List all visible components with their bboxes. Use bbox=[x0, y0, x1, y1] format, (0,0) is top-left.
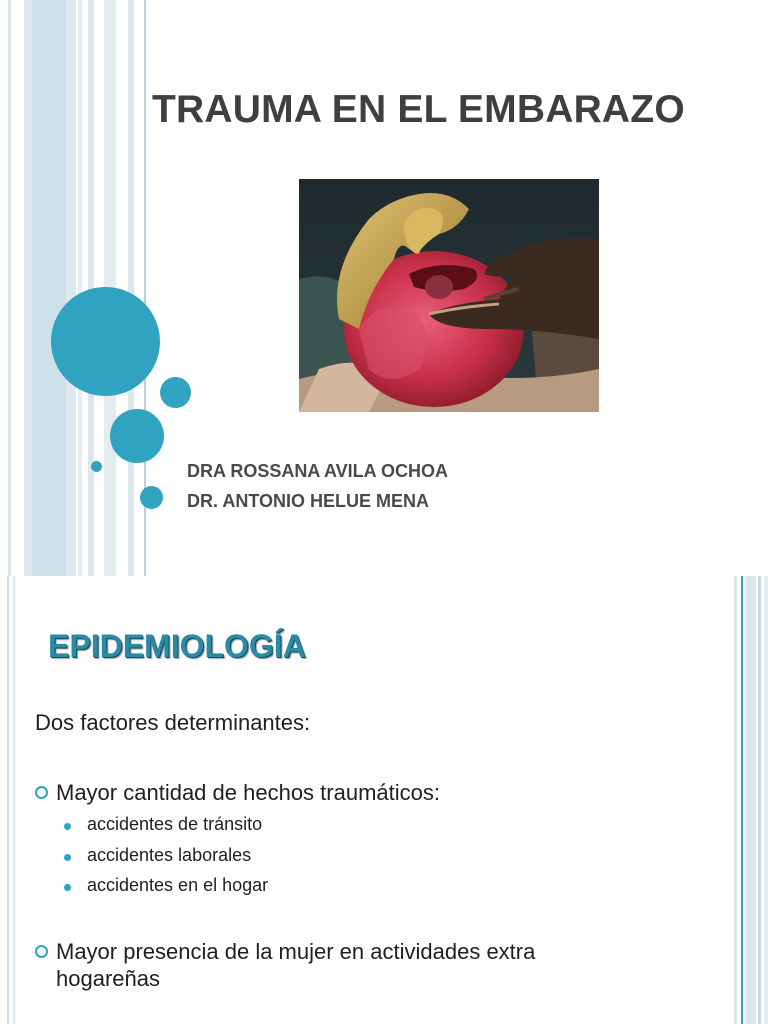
decor-stripe bbox=[764, 576, 768, 1024]
decor-stripe bbox=[7, 576, 9, 1024]
decor-stripe bbox=[758, 576, 761, 1024]
decor-stripe bbox=[128, 0, 134, 576]
decor-stripe bbox=[78, 0, 82, 576]
surgery-photo-icon bbox=[299, 179, 599, 412]
sub-bullet-item: accidentes laborales bbox=[87, 845, 252, 865]
decor-circle-large bbox=[51, 287, 160, 396]
decor-circle bbox=[160, 377, 191, 408]
sub-bullet-item: accidentes en el hogar bbox=[87, 875, 269, 895]
epidemiology-slide bbox=[0, 576, 768, 1024]
bullet-item: Mayor cantidad de hechos traumáticos: bbox=[56, 780, 440, 805]
author-2: DR. ANTONIO HELUE MENA bbox=[187, 491, 430, 511]
decor-stripe bbox=[734, 576, 737, 1024]
slide-heading: EPIDEMIOLOGÍA bbox=[48, 628, 306, 664]
decor-stripe bbox=[746, 576, 756, 1024]
decor-circle bbox=[140, 486, 163, 509]
surgery-photo bbox=[299, 179, 599, 412]
decor-stripe bbox=[32, 0, 66, 576]
decor-stripe bbox=[8, 0, 11, 576]
bullet-item: Mayor presencia de la mujer en actividades extra hogareñas bbox=[56, 939, 536, 991]
author-1: DRA ROSSANA AVILA OCHOA bbox=[187, 461, 448, 481]
decor-circle-small bbox=[91, 461, 102, 472]
decor-stripe bbox=[13, 576, 15, 1024]
intro-text: Dos factores determinantes: bbox=[35, 710, 311, 735]
sub-bullet-item: accidentes de tránsito bbox=[87, 814, 263, 834]
bullet-ring-icon bbox=[35, 945, 48, 958]
sub-bullet-dot-icon bbox=[64, 854, 71, 861]
sub-bullet-dot-icon bbox=[64, 884, 71, 891]
slide-title: TRAUMA EN EL EMBARAZO bbox=[152, 88, 685, 131]
decor-circle bbox=[110, 409, 164, 463]
bullet-ring-icon bbox=[35, 786, 48, 799]
sub-bullet-dot-icon bbox=[64, 823, 71, 830]
decor-stripe-accent bbox=[741, 576, 743, 1024]
